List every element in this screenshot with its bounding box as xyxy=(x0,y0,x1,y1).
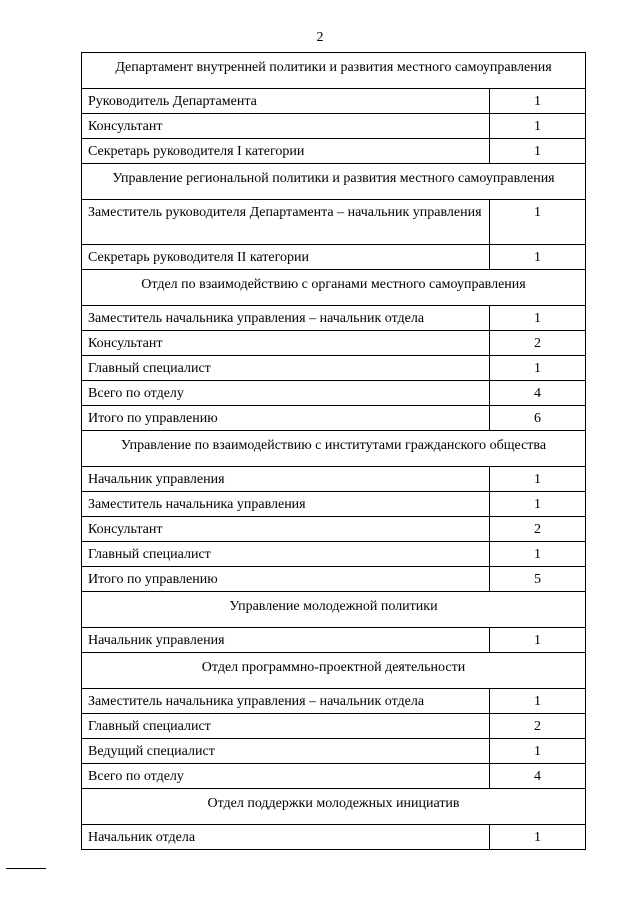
position-count: 2 xyxy=(490,517,586,542)
position-name: Всего по отделу xyxy=(82,381,490,406)
staff-table-body xyxy=(82,53,586,850)
position-name: Итого по управлению xyxy=(82,567,490,592)
table-row xyxy=(82,714,586,739)
table-row xyxy=(82,89,586,114)
position-name: Всего по отделу xyxy=(82,764,490,789)
position-count: 1 xyxy=(490,739,586,764)
position-name: Консультант xyxy=(82,331,490,356)
position-count: 1 xyxy=(490,114,586,139)
table-row xyxy=(82,306,586,331)
position-name: Секретарь руководителя II категории xyxy=(82,245,490,270)
position-count: 1 xyxy=(490,628,586,653)
section-title: Управление по взаимодействию с институтами гражданского общества xyxy=(82,431,586,467)
position-count: 2 xyxy=(490,714,586,739)
position-name: Начальник управления xyxy=(82,628,490,653)
position-name: Консультант xyxy=(82,114,490,139)
table-row xyxy=(82,517,586,542)
table-row xyxy=(82,542,586,567)
position-count: 2 xyxy=(490,331,586,356)
section-header-row xyxy=(82,789,586,825)
position-count: 1 xyxy=(490,689,586,714)
table-row xyxy=(82,567,586,592)
position-count: 1 xyxy=(490,245,586,270)
table-row xyxy=(82,381,586,406)
position-name: Итого по управлению xyxy=(82,406,490,431)
position-count: 1 xyxy=(490,200,586,245)
footnote-separator-line xyxy=(6,868,46,869)
position-name: Начальник управления xyxy=(82,467,490,492)
section-header-row xyxy=(82,653,586,689)
section-header-row xyxy=(82,164,586,200)
position-name: Ведущий специалист xyxy=(82,739,490,764)
position-name: Консультант xyxy=(82,517,490,542)
table-row xyxy=(82,825,586,850)
table-row xyxy=(82,245,586,270)
position-name: Заместитель начальника управления – начальник отдела xyxy=(82,306,490,331)
section-title: Отдел программно-проектной деятельности xyxy=(82,653,586,689)
position-name: Начальник отдела xyxy=(82,825,490,850)
position-count: 1 xyxy=(490,825,586,850)
section-header-row xyxy=(82,53,586,89)
position-name: Главный специалист xyxy=(82,714,490,739)
position-count: 1 xyxy=(490,492,586,517)
position-count: 1 xyxy=(490,356,586,381)
position-name: Руководитель Департамента xyxy=(82,89,490,114)
section-header-row xyxy=(82,431,586,467)
position-count: 6 xyxy=(490,406,586,431)
table-row xyxy=(82,492,586,517)
table-row xyxy=(82,628,586,653)
position-name: Главный специалист xyxy=(82,356,490,381)
section-title: Управление региональной политики и развития местного самоуправления xyxy=(82,164,586,200)
position-name: Секретарь руководителя I категории xyxy=(82,139,490,164)
position-name: Заместитель начальника управления – начальник отдела xyxy=(82,689,490,714)
position-count: 1 xyxy=(490,139,586,164)
table-row xyxy=(82,200,586,245)
position-count: 4 xyxy=(490,381,586,406)
position-name: Главный специалист xyxy=(82,542,490,567)
section-title: Управление молодежной политики xyxy=(82,592,586,628)
position-count: 1 xyxy=(490,89,586,114)
table-row xyxy=(82,356,586,381)
position-count: 4 xyxy=(490,764,586,789)
table-row xyxy=(82,331,586,356)
table-row xyxy=(82,114,586,139)
table-row xyxy=(82,689,586,714)
position-count: 1 xyxy=(490,467,586,492)
staff-table xyxy=(81,52,586,850)
position-name: Заместитель руководителя Департамента – начальник управления xyxy=(82,200,490,245)
section-header-row xyxy=(82,592,586,628)
table-row xyxy=(82,467,586,492)
position-count: 1 xyxy=(490,542,586,567)
section-header-row xyxy=(82,270,586,306)
table-row xyxy=(82,139,586,164)
section-title: Департамент внутренней политики и развития местного самоуправления xyxy=(82,53,586,89)
table-row xyxy=(82,739,586,764)
section-title: Отдел поддержки молодежных инициатив xyxy=(82,789,586,825)
section-title: Отдел по взаимодействию с органами местного самоуправления xyxy=(82,270,586,306)
table-row xyxy=(82,764,586,789)
page-number: 2 xyxy=(316,30,324,45)
position-name: Заместитель начальника управления xyxy=(82,492,490,517)
position-count: 1 xyxy=(490,306,586,331)
position-count: 5 xyxy=(490,567,586,592)
table-row xyxy=(82,406,586,431)
